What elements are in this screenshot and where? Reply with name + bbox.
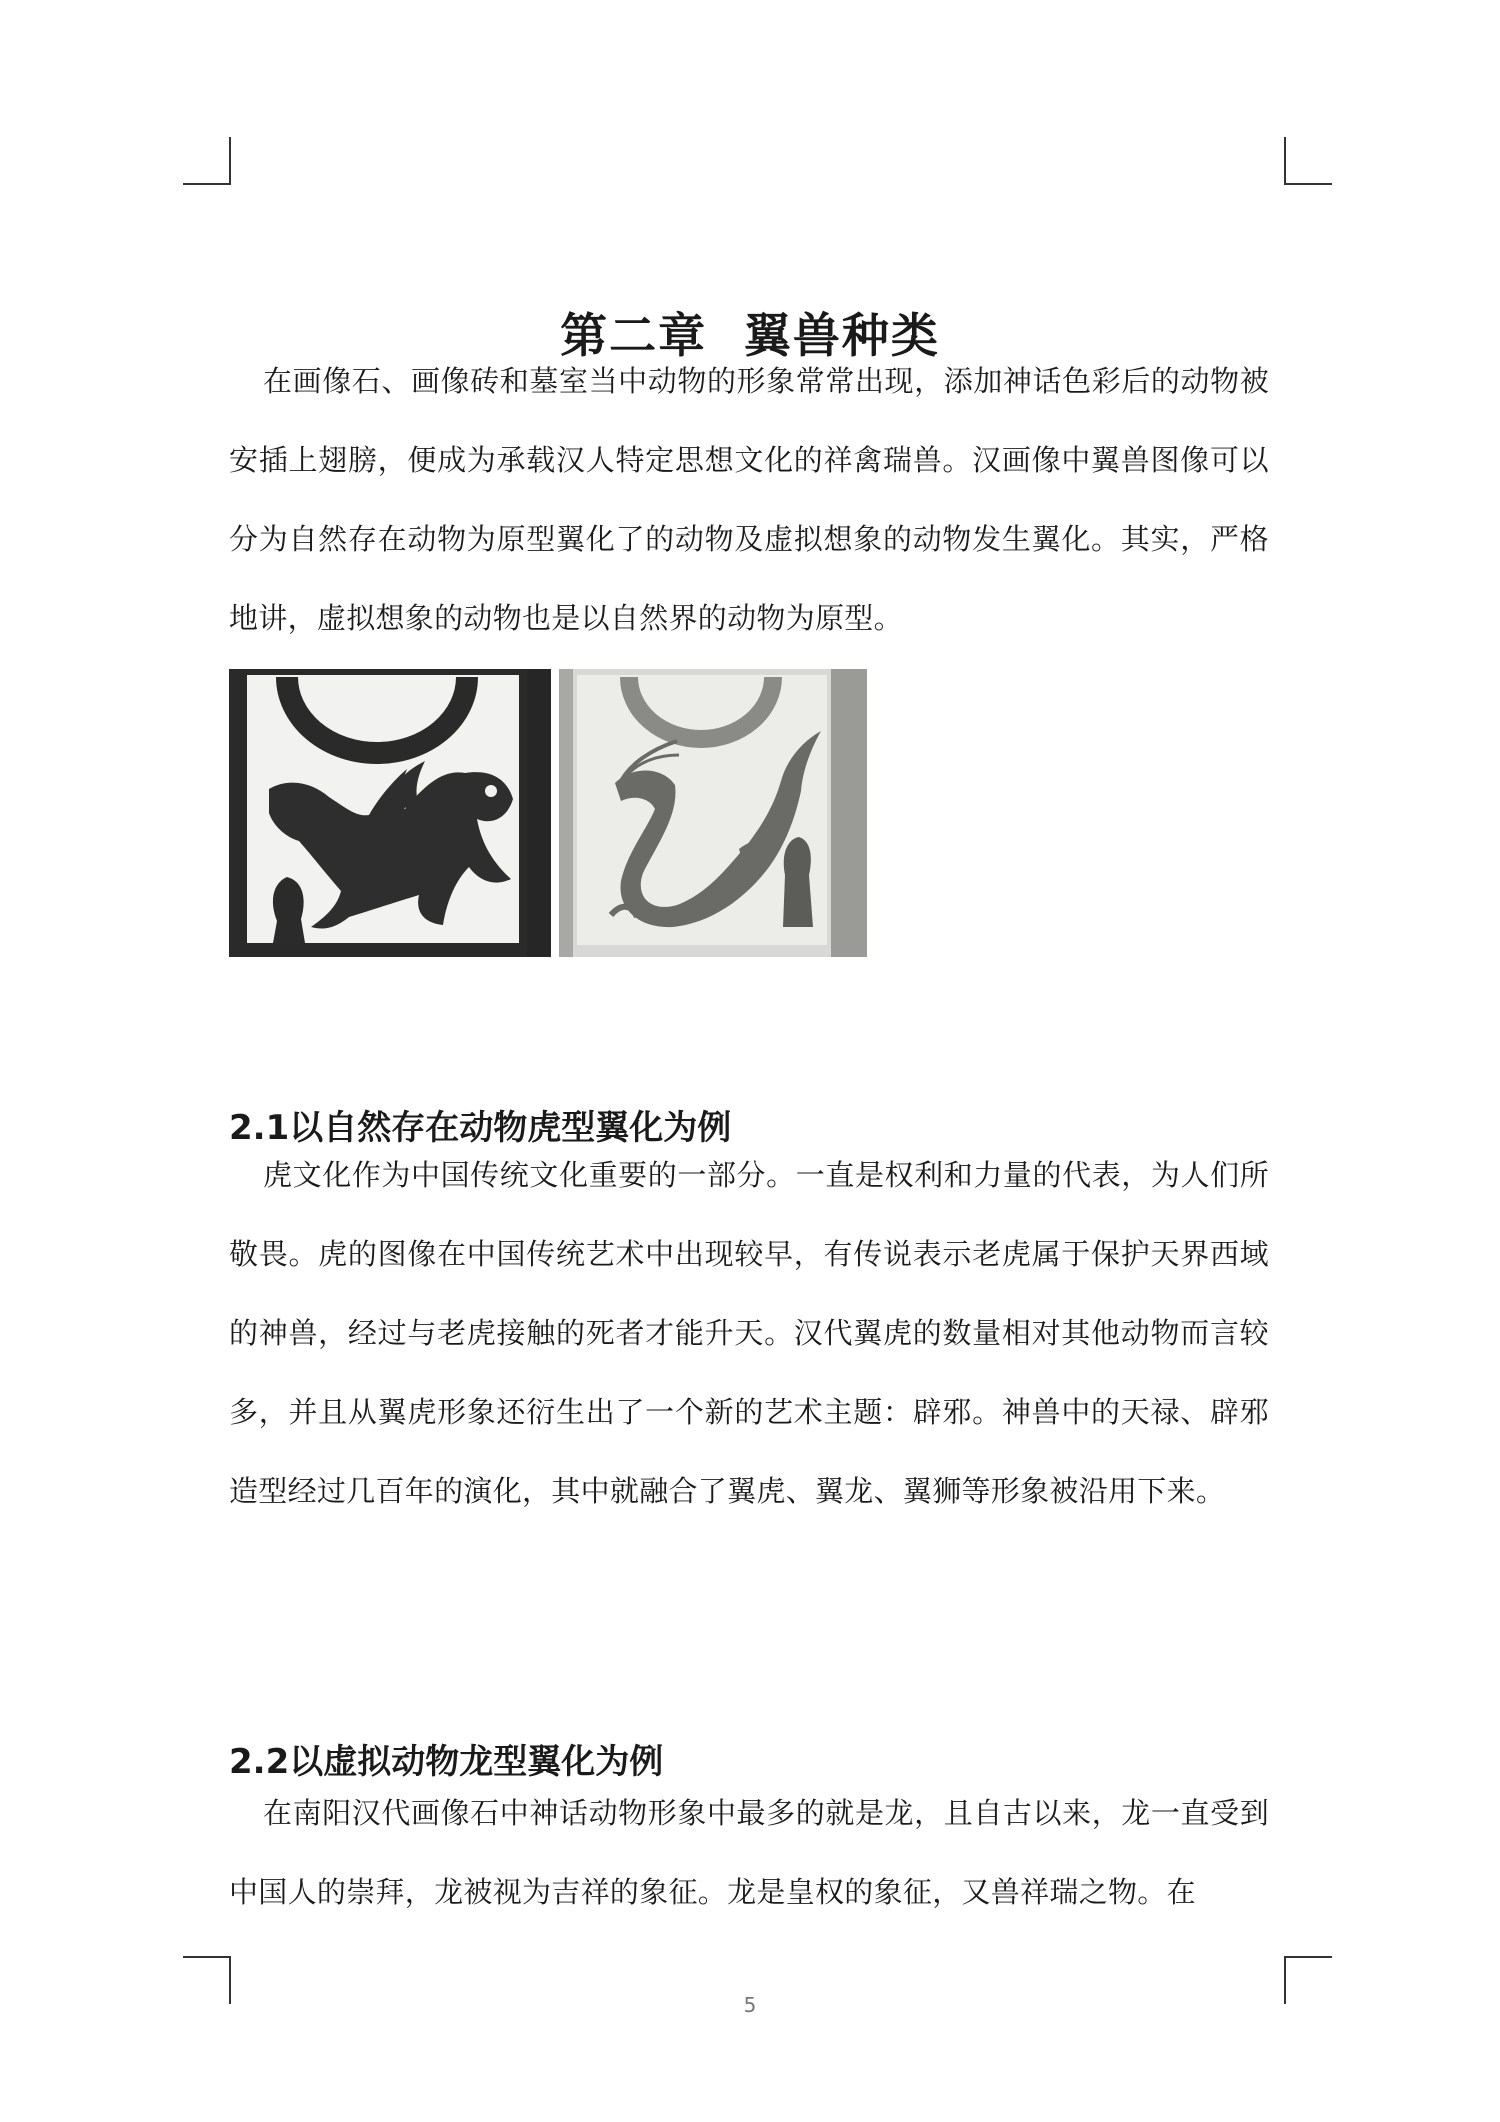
- crop-mark-top-left: [183, 137, 231, 185]
- rubbing-figure: [229, 669, 867, 957]
- winged-dragon-rubbing-image: [559, 669, 867, 957]
- section-2-2-paragraph: 在南阳汉代画像石中神话动物形象中最多的就是龙，且自古以来，龙一直受到中国人的崇拜，龙被视为吉祥的象征。龙是皇权的象征，又兽祥瑞之物。在: [229, 1796, 1269, 1909]
- crop-mark-top-right: [1284, 137, 1332, 185]
- section-2-1-paragraph: 虎文化作为中国传统文化重要的一部分。一直是权利和力量的代表，为人们所敬畏。虎的图像在中国传统艺术中出现较早，有传说表示老虎属于保护天界西域的神兽，经过与老虎接触的死者才能升天。汉代翼虎的数量相对其他动物而言较多，并且从翼虎形象还衍生出了一个新的艺术主题：辟邪。神兽中的天禄、辟邪造型经过几百年的演化，其中就融合了翼虎、翼龙、翼狮等形象被沿用下来。: [229, 1158, 1269, 1508]
- chapter-title: 第二章 翼兽种类: [560, 309, 940, 365]
- page-number: 5: [743, 1993, 757, 2017]
- section-heading-2-1: 2.1以自然存在动物虎型翼化为例: [229, 1108, 732, 1149]
- intro-paragraph: 在画像石、画像砖和墓室当中动物的形象常常出现，添加神话色彩后的动物被安插上翅膀，便成为承载汉人特定思想文化的祥禽瑞兽。汉画像中翼兽图像可以分为自然存在动物为原型翼化了的动物及虚拟想象的动物发生翼化。其实，严格地讲，虚拟想象的动物也是以自然界的动物为原型。: [229, 364, 1269, 635]
- section-heading-2-2: 2.2以虚拟动物龙型翼化为例: [229, 1742, 664, 1783]
- winged-tiger-rubbing-image: [229, 669, 551, 957]
